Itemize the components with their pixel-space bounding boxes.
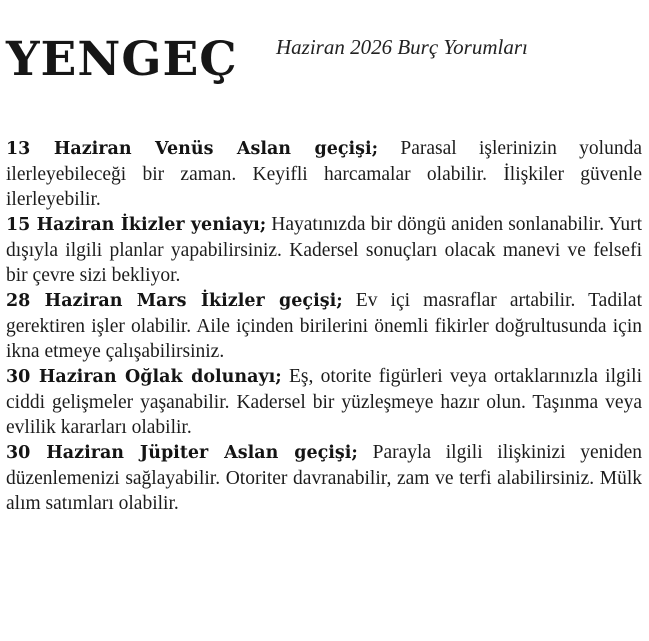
entry-heading: 28 Haziran Mars İkizler geçişi; <box>6 291 343 311</box>
entry-heading: 15 Haziran İkizler yeniayı; <box>6 215 267 235</box>
entry-jupiter-aslan <box>6 440 642 516</box>
entry-text: Parasal işlerinizin yolunda ilerleyebileceği bir zaman. Keyifli harcamalar olabilir. İlişkiler güvenle ilerleyebilir. <box>6 138 642 210</box>
page-subtitle: Haziran 2026 Burç Yorumları <box>276 35 528 59</box>
entry-oglak-dolunay <box>6 364 642 440</box>
page-header <box>6 30 646 100</box>
entry-text: Parayla ilgili ilişkinizi yeniden düzenlemenizi sağlayabilir. Otoriter davranabilir, zam ve terfi alabilirsiniz. Mülk alım satımları olabilir. <box>6 442 642 514</box>
entry-heading: 13 Haziran Venüs Aslan geçişi; <box>6 139 379 159</box>
entry-text: Ev içi masraflar artabilir. Tadilat gerektiren işler olabilir. Aile içinden birilerini önemli fikirler doğrultusunda için ikna etmeye çalışabilirsiniz. <box>6 290 642 362</box>
horoscope-entries <box>6 136 642 516</box>
entry-ikizler-yeniay <box>6 212 642 288</box>
entry-mars-ikizler <box>6 288 642 364</box>
entry-venus-aslan <box>6 136 642 212</box>
entry-heading: 30 Haziran Oğlak dolunayı; <box>6 367 282 387</box>
entry-heading: 30 Haziran Jüpiter Aslan geçişi; <box>6 443 358 463</box>
entry-text: Eş, otorite figürleri veya ortaklarınızla ilgili ciddi gelişmeler yaşanabilir. Kadersel bir yüzleşmeye hazır olun. Taşınma veya evlilik kararları olabilir. <box>6 366 643 438</box>
page-title: YENGEÇ <box>6 32 238 87</box>
entry-text: Hayatınızda bir döngü aniden sonlanabilir. Yurt dışıyla ilgili planlar yapabilirsiniz. Kadersel sonuçları olacak manevi ve felsefi bir çevre sizi bekliyor. <box>6 214 643 286</box>
